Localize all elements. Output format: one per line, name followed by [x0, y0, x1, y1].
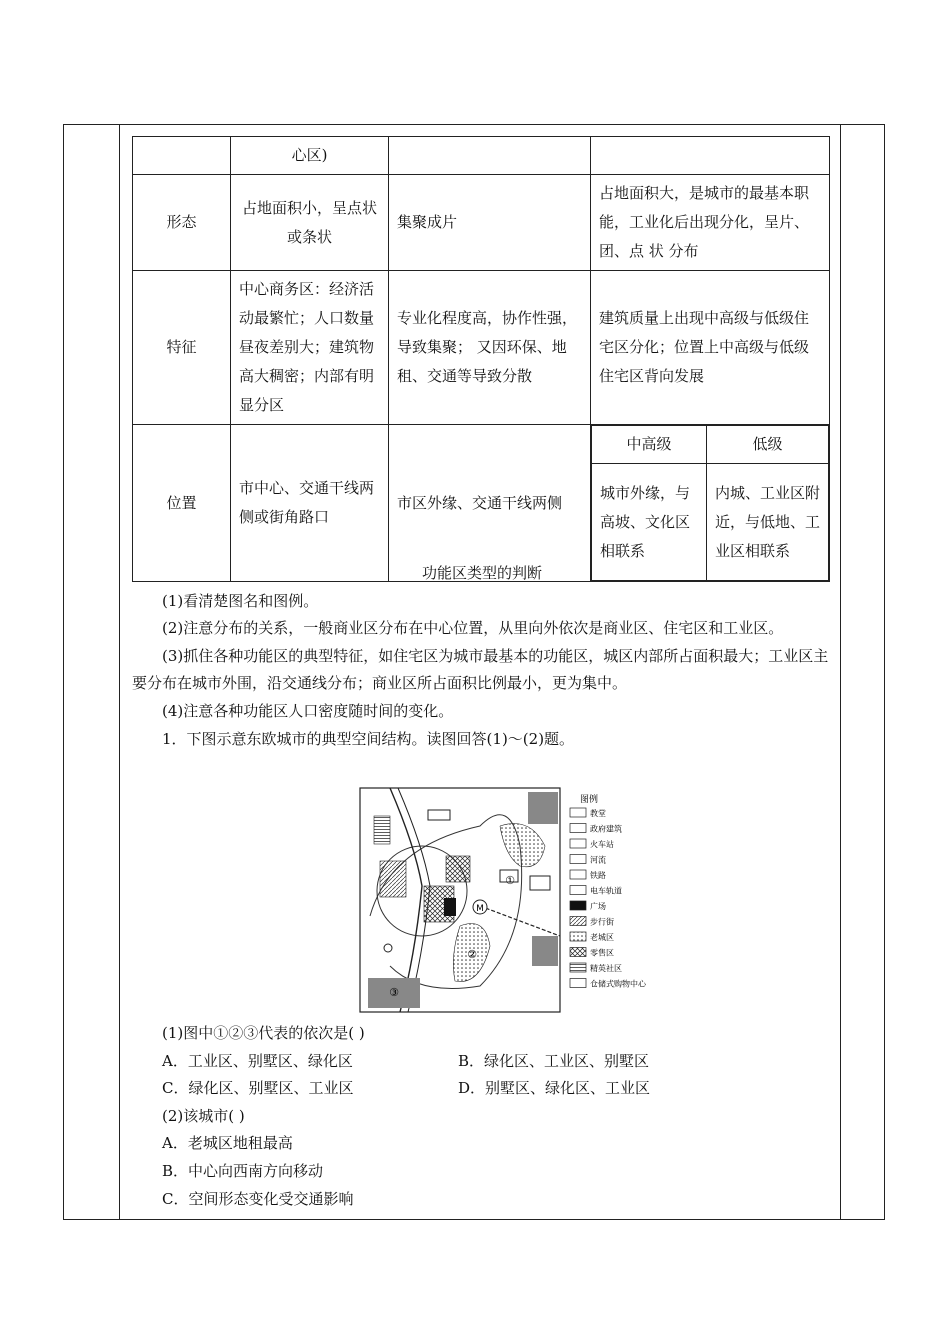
- legend-label: 教堂: [590, 809, 606, 818]
- point-3: (3)抓住各种功能区的典型特征，如住宅区为城市最基本的功能区，城区内部所占面积最大；工业区主要分布在城市外围，沿交通线分布；商业区所占面积比例最小，更为集中。: [132, 646, 829, 693]
- legend-swatch: [570, 963, 586, 972]
- question-intro: 1．下图示意东欧城市的典型空间结构。读图回答(1)～(2)题。: [162, 729, 575, 748]
- table-row: [133, 271, 830, 425]
- row-label: 特征: [133, 271, 231, 425]
- q2-option-a[interactable]: A．老城区地租最高: [162, 1134, 293, 1153]
- map-label-m: M: [476, 904, 484, 914]
- legend-label: 铁路: [590, 871, 606, 880]
- commercial-cell: 占地面积小，呈点状或条状: [231, 175, 389, 271]
- low-grade-cell: 内城、工业区附近，与低地、工业区相联系: [707, 464, 829, 581]
- legend-label: 广场: [590, 902, 606, 911]
- legend-label: 步行街: [590, 917, 614, 927]
- residential-split-cell: [591, 425, 830, 582]
- row-label: 形态: [133, 175, 231, 271]
- legend-title: 图例: [580, 795, 599, 805]
- industrial-cell: 专业化程度高，协作性强，导致集聚； 又因环保、地 租、交通等导致分散: [389, 271, 591, 425]
- industrial-cell: 集聚成片: [389, 175, 591, 271]
- city-structure-map: [360, 786, 646, 1014]
- point-2: (2)注意分布的关系，一般商业区分布在中心位置，从里向外依次是商业区、住宅区和工业区。: [162, 619, 784, 638]
- legend-swatch: [570, 886, 586, 895]
- legend-label: 火车站: [590, 840, 614, 849]
- q1-option-b[interactable]: B．绿化区、工业区、别墅区: [458, 1051, 650, 1070]
- questions: [132, 1020, 832, 1213]
- legend-label: 精英社区: [590, 964, 622, 973]
- q1-option-c[interactable]: C．绿化区、别墅区、工业区: [162, 1079, 354, 1098]
- legend-label: 仓储式购物中心: [590, 979, 646, 989]
- legend-swatch: [570, 979, 586, 988]
- map-label-2: ②: [467, 948, 477, 961]
- point-4: (4)注意各种功能区人口密度随时间的变化。: [162, 701, 454, 720]
- legend-swatch: [570, 917, 586, 926]
- row-label: 位置: [133, 425, 231, 582]
- q1-stem: (1)图中①②③代表的依次是( ): [162, 1024, 365, 1042]
- q2-stem: (2)该城市( ): [162, 1106, 245, 1125]
- table-row: [133, 425, 830, 582]
- right-column-line: [840, 124, 841, 1220]
- q2-option-c[interactable]: C．空间形态变化受交通影响: [162, 1189, 354, 1208]
- row-label: [133, 137, 231, 175]
- map-label-3: ③: [389, 986, 399, 999]
- high-grade-header: 中高级: [592, 426, 707, 464]
- residential-cell: 建筑质量上出现中高级与低级住宅区分化；位置上中高级与低级住宅区背向发展: [591, 271, 830, 425]
- explanation-text: [132, 560, 832, 753]
- commercial-cell: 市中心、交通干线两侧或街角路口: [231, 425, 389, 582]
- section-title: 功能区类型的判断: [421, 564, 542, 582]
- q1-option-a[interactable]: A．工业区、别墅区、绿化区: [162, 1051, 353, 1070]
- point-1: (1)看清楚图名和图例。: [162, 591, 319, 610]
- low-grade-header: 低级: [707, 426, 829, 464]
- industrial-cell: 市区外缘、交通干线两侧: [389, 425, 591, 582]
- commercial-cell: 心区): [231, 137, 389, 175]
- map-label-1: ①: [505, 874, 515, 887]
- legend-swatch: [570, 839, 586, 848]
- legend-swatch: [570, 870, 586, 879]
- legend-swatch: [570, 824, 586, 833]
- legend-swatch: [570, 855, 586, 864]
- industrial-cell: [389, 137, 591, 175]
- legend-swatch: [570, 901, 586, 910]
- legend-label: 老城区: [590, 933, 614, 942]
- commercial-cell: 中心商务区：经济活动最繁忙；人口数量昼夜差别大；建筑物高大稠密；内部有明显分区: [231, 271, 389, 425]
- q1-option-d[interactable]: D．别墅区、绿化区、工业区: [458, 1079, 651, 1098]
- legend-swatch: [570, 948, 586, 957]
- legend-label: 电车轨道: [590, 886, 622, 896]
- legend-label: 政府建筑: [590, 824, 622, 834]
- left-column-line: [119, 124, 120, 1220]
- functional-zone-table: [132, 136, 830, 582]
- legend-label: 零售区: [590, 948, 614, 958]
- residential-cell: 占地面积大，是城市的最基本职能，工业化后出现分化，呈片、团、点 状 分布: [591, 175, 830, 271]
- legend-swatch: [570, 808, 586, 817]
- q2-option-b[interactable]: B．中心向西南方向移动: [162, 1161, 324, 1180]
- map-legend: [570, 808, 647, 989]
- residential-cell: [591, 137, 830, 175]
- table-row: [133, 137, 830, 175]
- legend-swatch: [570, 932, 586, 941]
- high-grade-cell: 城市外缘，与高坡、文化区相联系: [592, 464, 707, 581]
- table-row: [133, 175, 830, 271]
- legend-label: 河流: [590, 855, 606, 865]
